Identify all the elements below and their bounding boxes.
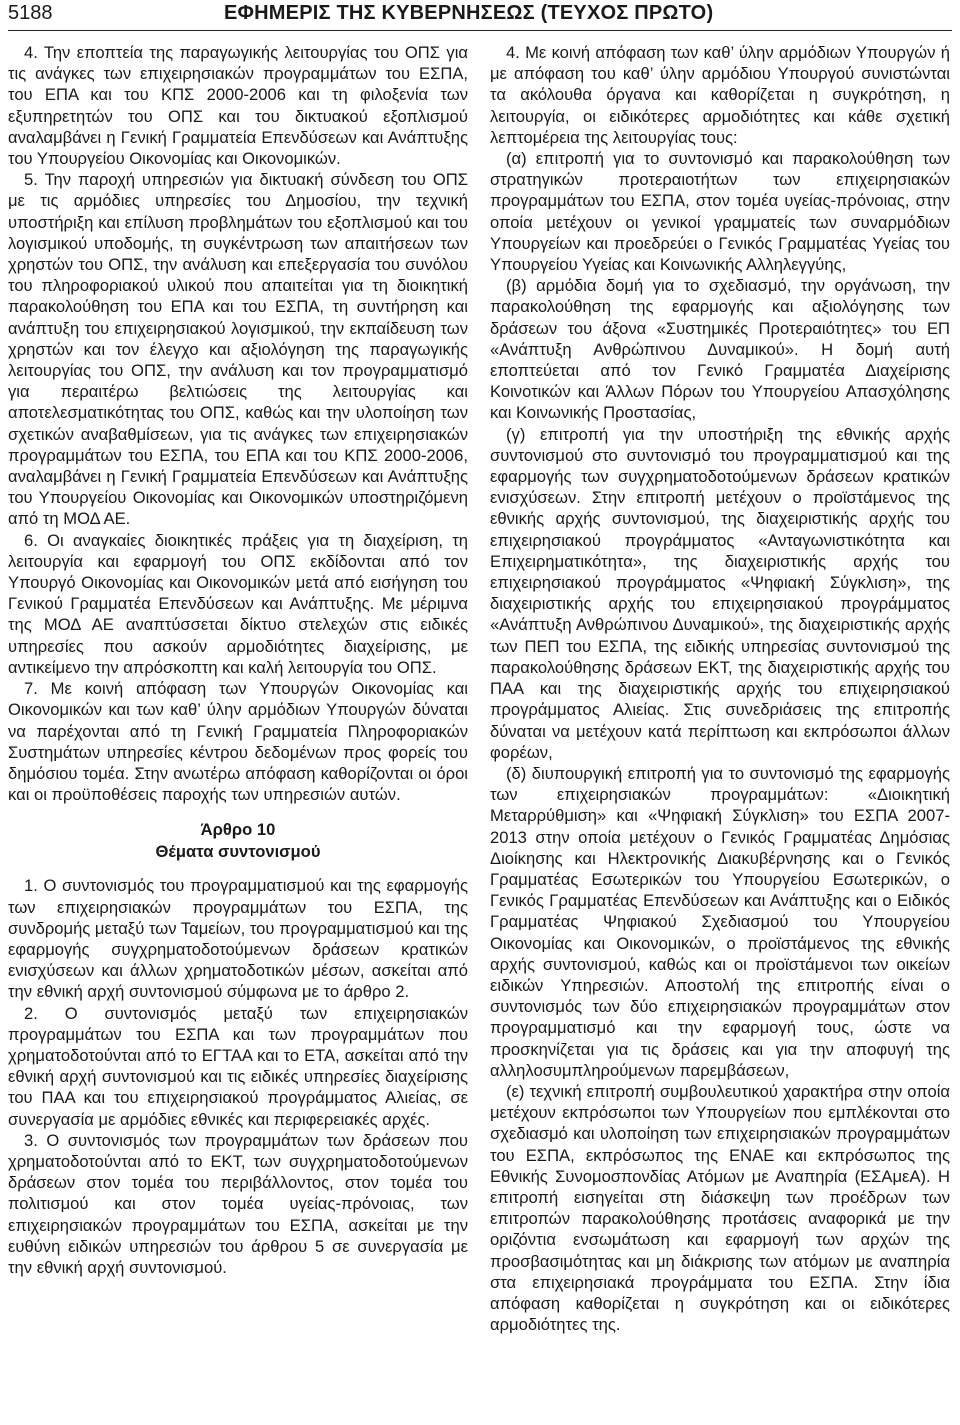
item-c: (γ) επιτροπή για την υποστήριξη της εθνικής αρχής συντονισμού στο συντονισμό του προγραμματισμού και της εφαρμογής των συγχρηματοδοτούμενων δράσεων κρατικών ενισχύσεων. Στην επιτροπή μετέχουν ο προϊστάμενος της εθνικής αρχής συντονισμού, της διαχειριστικής αρχής του επιχειρησιακού προγράμματος «Ανταγωνιστικότητα και Επιχειρηματικότητα», της διαχειριστικής αρχής του επιχειρησιακού προγράμματος «Ψηφιακή Σύγκλιση», της διαχειριστικής αρχής του επιχειρησιακού προγράμματος «Ανάπτυξη Ανθρώπινου Δυναμικού», της διαχειριστικής αρχής των ΠΕΠ του ΕΣΠΑ, της ειδικής υπηρεσίας συντονισμού της παρακολούθησης δράσεων ΕΚΤ, της διαχειριστικής αρχής του ΠΑΑ και της διαχειριστικής αρχής του επιχειρησιακού προγράμματος Αλιείας. Στις συνεδριάσεις της επιτροπής δύναται να μετέχουν κατά περίπτωση και εκπρόσωποι άλλων φορέων, [490,424,950,762]
item-b: (β) αρμόδια δομή για το σχεδιασμό, την οργάνωση, την παρακολούθηση της εφαρμογής και αξιολόγησης των δράσεων του άξονα «Συστημικές Προτεραιότητες» του ΕΠ «Ανάπτυξη Ανθρώπινου Δυναμικού». Η δομή αυτή εποπτεύεται από τον Γενικό Γραμματέα Διαχείρισης Κοινοτικών και Άλλων Πόρων του Υπουργείου Απασχόλησης και Κοινωνικής Προστασίας, [490,276,950,423]
item-a: (α) επιτροπή για το συντονισμό και παρακολούθηση των στρατηγικών προτεραιοτήτων των επιχειρησιακών προγραμμάτων του ΕΣΠΑ, στον τομέα υγείας-πρόνοιας, στην οποία μετέχουν οι γενικοί γραμματείς των συναρμόδιων Υπουργείων και προεδρεύει ο Γενικός Γραμματέας Υγείας του Υπουργείου Υγείας και Κοινωνικής Αλληλεγγύης, [490,149,950,275]
item-d: (δ) διυπουργική επιτροπή για το συντονισμό της εφαρμογής των επιχειρησιακών προγραμμάτων: «Διοικητική Μεταρρύθμιση» και «Ψηφιακή Σύγκλιση» του ΕΣΠΑ 2007-2013 στην οποία μετέχουν ο Γενικός Γραμματέας Δημόσιας Διοίκησης και Ηλεκτρονικής Διακυβέρνησης και ο Γενικός Γραμματέας Εσωτερικών του Υπουργείου Εσωτερικών, ο Γενικός Γραμματέας Επενδύσεων και Ανάπτυξης και ο Ειδικός Γραμματέας Ψηφιακού Σχεδιασμού του Υπουργείου Οικονομίας και Οικονομικών, ο προϊστάμενος της εθνικής αρχής συντονισμού, καθώς και οι προϊστάμενοι των οικείων ειδικών Υπηρεσιών. Αποστολή της επιτροπής είναι ο συντονισμός των δύο επιχειρησιακών προγραμμάτων στον προγραμματισμό και την εφαρμογή τους, ώστε να προσκηνίζεται για τις δράσεις και για την αποφυγή της αλληλοσυμπληρούμενων παρεμβάσεων, [490,763,950,1080]
paragraph-6: 6. Οι αναγκαίες διοικητικές πράξεις για τη διαχείριση, τη λειτουργία και εφαρμογή του ΟΠΣ εκδίδονται από τον Υπουργό Οικονομίας και Οικονομικών μετά από εισήγηση του Γενικού Γραμματέα Επενδύσεων και Ανάπτυξης. Με μέριμνα της ΜΟΔ ΑΕ αναπτύσσεται δίκτυο στελεχών στις ειδικές υπηρεσίες που ασκούν αρμοδιότητες διαχείρισης, με αντικείμενο την απρόσκοπτη και καλή λειτουργία του ΟΠΣ. [8,530,468,677]
article-title: Θέματα συντονισμού [155,842,321,862]
page-header [0,0,960,32]
item-e: (ε) τεχνική επιτροπή συμβουλευτικού χαρακτήρα στην οποία μετέχουν εκπρόσωποι των Υπουργείων που εμπλέκονται στο σχεδιασμό και υλοποίηση των επιχειρησιακών προγραμμάτων του ΕΣΠΑ, εκπρόσωπος της ΕΝΑΕ και εκπρόσωπος της Εθνικής Συνομοσπονδίας Ατόμων με Αναπηρία (ΕΣΑμεΑ). Η επιτροπή εισηγείται στη διάσκεψη των προέδρων των επιτροπών παρακολούθησης προτάσεις αναφορικά με την οριζόντια ενσωμάτωση και εφαρμογή των αρχών της προσβασιμότητας και μη διάκρισης των ατόμων με αναπηρία στα επιχειρησιακά προγράμματα του ΕΣΠΑ. Στην ίδια απόφαση καθορίζεται η συγκρότηση και οι ειδικότερες αρμοδιότητες της. [490,1081,950,1335]
article-paragraph-3: 3. Ο συντονισμός των προγραμμάτων των δράσεων που χρηματοδοτούνται από το ΕΚΤ, των συγχρηματοδοτούμενων δράσεων στον τομέα του περιβάλλοντος, στον τομέα του πολιτισμού και στον τομέα υγείας-πρόνοιας, των επιχειρησιακών προγραμμάτων του ΕΣΠΑ, ασκείται με την ευθύνη ειδικών υπηρεσιών του άρθρου 5 σε συνεργασία με την εθνική αρχή συντονισμού. [8,1130,468,1277]
left-column [8,42,468,1278]
header-rule [8,30,952,31]
paragraph-4-right: 4. Με κοινή απόφαση των καθ’ ύλην αρμόδιων Υπουργών ή με απόφαση του καθ’ ύλην αρμόδιου Υπουργού συνιστώνται τα ακόλουθα όργανα και καθορίζεται η συγκρότηση, η λειτουργία, οι ειδικότερες αρμοδιότητες και κάθε σχετική λεπτομέρεια της λειτουργίας τους: [490,43,950,147]
right-column [490,42,950,1335]
paragraph-5: 5. Την παροχή υπηρεσιών για δικτυακή σύνδεση του ΟΠΣ με τις αρμόδιες υπηρεσίες του Δημοσίου, την τεχνική υποστήριξη και επίλυση προβλημάτων του εξοπλισμού και του λογισμικού υποδομής, τη συγκέντρωση των απαιτήσεων των χρηστών του ΟΠΣ, την ανάλυση και επεξεργασία του συνόλου του πληροφοριακού υλικού που απαιτείται για τη διοικητική παρακολούθηση του ΕΠΑ και του ΕΣΠΑ, τη συντήρηση και ανάπτυξη του επιχειρησιακού λογισμικού, την εκπαίδευση των χρηστών και τον έλεγχο και αξιολόγηση της παραγωγικής λειτουργίας του ΟΠΣ, την ανάλυση και τον προγραμματισμό για περαιτέρω βελτιώσεις της λειτουργίας και αποτελεσματικότητας του ΟΠΣ, καθώς και την υλοποίηση των σχετικών αναβαθμίσεων, για τις ανάγκες των επιχειρησιακών προγραμμάτων του ΕΣΠΑ, του ΕΠΑ και του ΚΠΣ 2000-2006, αναλαμβάνει η Γενική Γραμματεία Επενδύσεων και Ανάπτυξης του Υπουργείου Οικονομίας και Οικονομικών υποστηριζόμενη από τη ΜΟΔ ΑΕ. [8,170,468,529]
article-paragraph-1: 1. Ο συντονισμός του προγραμματισμού και της εφαρμογής των επιχειρησιακών προγραμμάτων του ΕΣΠΑ, της συνδρομής μεταξύ των Ταμείων, του προγραμματισμού και της εφαρμογής συγχρηματοδοτούμενων δράσεων κρατικών ενισχύσεων και άλλων χρηματοδοτικών μέσων, ασκείται από την εθνική αρχή συντονισμού σύμφωνα με το άρθρο 2. [8,876,468,1002]
article-heading [8,819,468,863]
article-paragraph-2: 2. Ο συντονισμός μεταξύ των επιχειρησιακών προγραμμάτων του ΕΣΠΑ και των προγραμμάτων που χρηματοδοτούνται από το ΕΓΤΑΑ και το ΕΤΑ, ασκείται από την εθνική αρχή συντονισμού και τις ειδικές υπηρεσίες διαχείρισης του ΠΑΑ και του επιχειρησιακού προγράμματος Αλιείας, σε συνεργασία με αρμόδιες εθνικές και περιφερειακές αρχές. [8,1003,468,1129]
paragraph-7: 7. Με κοινή απόφαση των Υπουργών Οικονομίας και Οικονομικών και των καθ’ ύλην αρμόδιων Υπουργών δύναται να παρέχονται από τη Γενική Γραμματεία Πληροφοριακών Συστημάτων υπηρεσίες κέντρου δεδομένων προς φορείς του δημόσιου τομέα. Στην ανωτέρω απόφαση καθορίζονται οι όροι και οι προϋποθέσεις παροχής των υπηρεσιών αυτών. [8,679,468,805]
running-title: ΕΦΗΜΕΡΙΣ ΤΗΣ ΚΥΒΕΡΝΗΣΕΩΣ (ΤΕΥΧΟΣ ΠΡΩΤΟ) [224,2,714,24]
paragraph-4: 4. Την εποπτεία της παραγωγικής λειτουργίας του ΟΠΣ για τις ανάγκες των επιχειρησιακών προγραμμάτων του ΕΣΠΑ, του ΕΠΑ και του ΚΠΣ 2000-2006 και τη φιλοξενία των εξυπηρετητών του ΟΠΣ και του δικτυακού εξοπλισμού αναλαμβάνει η Γενική Γραμματεία Επενδύσεων και Ανάπτυξης του Υπουργείου Οικονομίας και Οικονομικών. [8,43,468,169]
page-number: 5188 [8,2,53,24]
article-number: Άρθρο 10 [200,820,276,840]
